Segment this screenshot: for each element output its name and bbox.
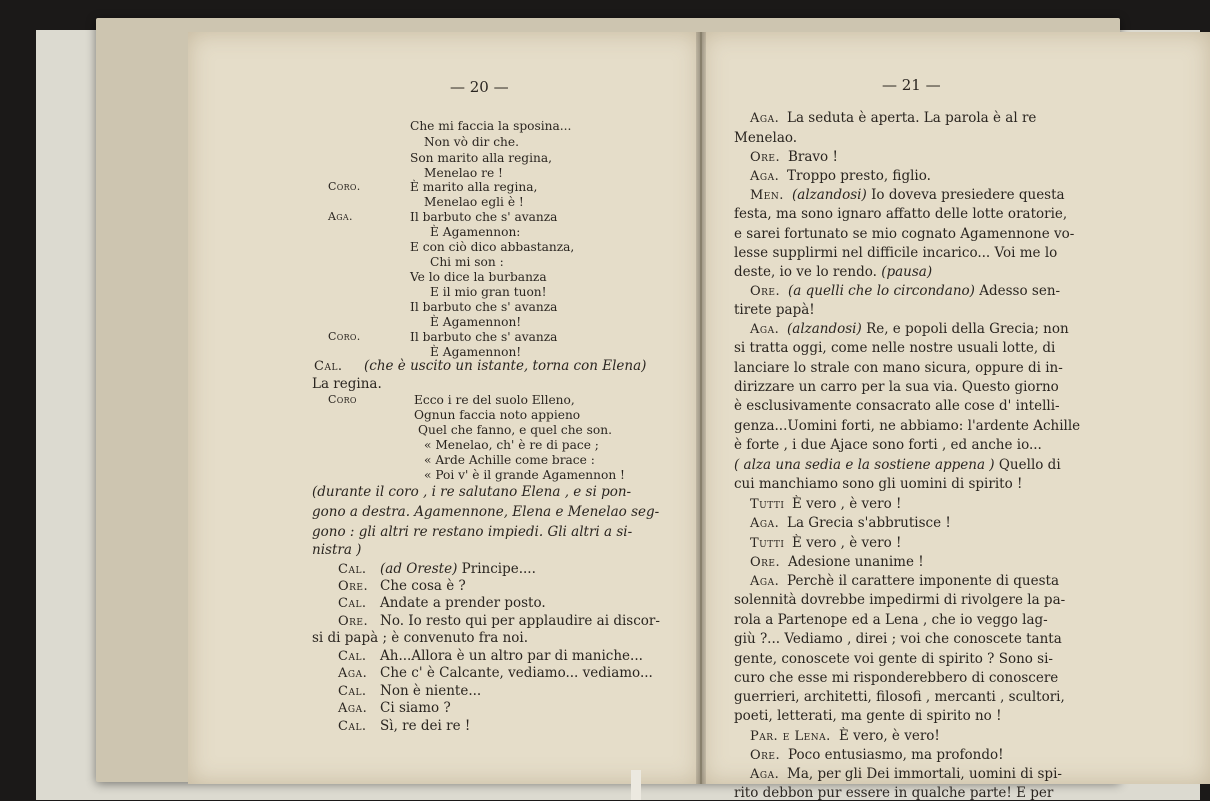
text-line: È vero , è vero ! xyxy=(792,535,902,551)
text-line: Son marito alla regina, xyxy=(410,151,552,165)
speaker-label: Ore. xyxy=(750,555,781,570)
speaker-label: Aga. xyxy=(338,666,368,681)
text-line: Ognun faccia noto appieno xyxy=(414,408,581,422)
text-line: guerrieri, architetti, filosofi , mercanti , scultori, xyxy=(734,689,1065,705)
speaker-label: Men. xyxy=(750,188,784,203)
text-line: È marito alla regina, xyxy=(410,180,538,194)
speaker-label: Par. e Lena. xyxy=(750,729,831,744)
speaker-label: Aga. xyxy=(750,767,780,782)
text-line: Chi mi son : xyxy=(430,255,504,269)
text-line: (che è uscito un istante, torna con Elena) xyxy=(364,358,647,374)
bookmark-ribbon xyxy=(631,770,641,800)
stage-direction: ( alza una sedia e la sostiene appena ) xyxy=(734,457,995,473)
text-line: gente, conoscete voi gente di spirito ? Sono si- xyxy=(734,651,1053,667)
text-line: rola a Partenope ed a Lena , che io veggo lag- xyxy=(734,612,1048,628)
speaker-label: Aga. xyxy=(750,169,780,184)
speaker-label: Coro xyxy=(328,393,357,406)
text-line: lesse supplirmi nel difficile incarico... Voi me lo xyxy=(734,245,1058,261)
text-line: Il barbuto che s' avanza xyxy=(410,330,558,344)
text-line: dirizzare un carro per la sua via. Questo giorno xyxy=(734,379,1059,395)
book-spread xyxy=(96,18,1120,801)
speaker-label: Tutti xyxy=(750,536,785,551)
text-line: La Grecia s'abbrutisce ! xyxy=(787,515,951,531)
text-line: Bravo ! xyxy=(788,149,838,165)
text-line: Ci siamo ? xyxy=(380,700,451,716)
text-line: La seduta è aperta. La parola è al re xyxy=(787,110,1037,126)
text-line: (durante il coro , i re salutano Elena , e si pon- xyxy=(312,484,632,500)
text-line: « Arde Achille come brace : xyxy=(424,453,595,467)
text-line: Che cosa è ? xyxy=(380,578,466,594)
text-line: Il barbuto che s' avanza xyxy=(410,210,558,224)
speaker-label: Tutti xyxy=(750,497,785,512)
speaker-label: Cal. xyxy=(338,562,367,577)
text-line: Il barbuto che s' avanza xyxy=(410,300,558,314)
page-number: — 20 — xyxy=(450,78,509,96)
text-line: Sì, re dei re ! xyxy=(380,718,471,734)
text-line: È Agamennon! xyxy=(430,315,522,329)
text-line: No. Io resto qui per applaudire ai discor- xyxy=(380,613,660,629)
text-line: (ad Oreste) Principe.... xyxy=(380,561,536,577)
speaker-label: Ore. xyxy=(750,284,781,299)
text-line: è esclusivamente consacrato alle cose d' intelli- xyxy=(734,398,1060,414)
speaker-label: Coro. xyxy=(328,330,361,343)
stage-direction: (a quelli che lo circondano) xyxy=(788,283,975,299)
text-line: (alzandosi) Re, e popoli della Grecia; non xyxy=(787,321,1069,337)
text-line: cui manchiamo sono gli uomini di spirito ! xyxy=(734,476,1023,492)
text-line: Troppo presto, figlio. xyxy=(787,168,931,184)
text-line: La regina. xyxy=(312,376,382,392)
stage-direction: (alzandosi) xyxy=(787,321,862,337)
text-line: curo che esse mi risponderebbero di conoscere xyxy=(734,670,1059,686)
book-gutter xyxy=(696,32,706,784)
stage-direction: (pausa) xyxy=(881,264,933,280)
text-line: Poco entusiasmo, ma profondo! xyxy=(788,747,1004,763)
text-line: E il mio gran tuon! xyxy=(430,285,547,299)
text-line: tirete papà! xyxy=(734,302,815,318)
speaker-label: Aga. xyxy=(750,322,780,337)
speaker-label: Cal. xyxy=(338,719,367,734)
text-line: Non vò dir che. xyxy=(424,135,519,149)
speaker-label: Aga. xyxy=(328,210,353,223)
speaker-label: Ore. xyxy=(750,150,781,165)
text-line: Andate a prender posto. xyxy=(380,595,546,611)
right-page xyxy=(702,32,1210,801)
page-number: — 21 — xyxy=(882,76,941,94)
text-line: poeti, letterati, ma gente di spirito no ! xyxy=(734,708,1002,724)
text-line: E con ciò dico abbastanza, xyxy=(410,240,575,254)
text-line: Menelao egli è ! xyxy=(424,195,524,209)
text-line: gono : gli altri re restano impiedi. Gli altri a si- xyxy=(312,524,633,540)
text-line: È Agamennon: xyxy=(430,225,521,239)
text-line: nistra ) xyxy=(312,542,362,558)
text-line: È vero , è vero ! xyxy=(792,496,902,512)
speaker-label: Ore. xyxy=(338,579,369,594)
text-line: Ah...Allora è un altro par di maniche... xyxy=(380,648,643,664)
speaker-label: Cal. xyxy=(338,649,367,664)
text-line: « Poi v' è il grande Agamennon ! xyxy=(424,468,625,482)
text-line: genza...Uomini forti, ne abbiamo: l'ardente Achille xyxy=(734,418,1081,434)
text-line: gono a destra. Agamennone, Elena e Menelao seg- xyxy=(312,504,660,520)
text-line: lanciare lo strale con mano sicura, oppure di in- xyxy=(734,360,1063,376)
text-line: rito debbon pur essere in qualche parte! E per xyxy=(734,785,1054,801)
text-line: è forte , i due Ajace sono forti , ed anche io... xyxy=(734,437,1042,453)
text-line: si tratta oggi, come nelle nostre usuali lotte, di xyxy=(734,340,1056,356)
text-line: (alzandosi) Io doveva presiedere questa xyxy=(792,187,1065,203)
text-line: « Menelao, ch' è re di pace ; xyxy=(424,438,599,452)
text-line: Menelao re ! xyxy=(424,166,503,180)
text-line: (a quelli che lo circondano) Adesso sen- xyxy=(788,283,1061,299)
text-line: Perchè il carattere imponente di questa xyxy=(787,573,1060,589)
speaker-label: Coro. xyxy=(328,180,361,193)
text-line: festa, ma sono ignaro affatto delle lotte oratorie, xyxy=(734,206,1068,222)
text-line: e sarei fortunato se mio cognato Agamennone vo- xyxy=(734,226,1075,242)
speaker-label: Ore. xyxy=(338,614,369,629)
text-line: Ve lo dice la burbanza xyxy=(410,270,547,284)
text-line: Non è niente... xyxy=(380,683,482,699)
text-line: Adesione unanime ! xyxy=(788,554,924,570)
text-line: È vero, è vero! xyxy=(839,728,940,744)
speaker-label: Ore. xyxy=(750,748,781,763)
speaker-label: Cal. xyxy=(338,684,367,699)
text-line: deste, io ve lo rendo. (pausa) xyxy=(734,264,933,280)
text-line: Che c' è Calcante, vediamo... vediamo... xyxy=(380,665,653,681)
speaker-label: Aga. xyxy=(750,111,780,126)
stage-direction: (ad Oreste) xyxy=(380,561,458,577)
text-line: Menelao. xyxy=(734,130,798,146)
text-line: giù ?... Vediamo , direi ; voi che conoscete tanta xyxy=(734,631,1062,647)
stage-direction: (alzandosi) xyxy=(792,187,867,203)
text-line: È Agamennon! xyxy=(430,345,522,359)
speaker-label: Aga. xyxy=(338,701,368,716)
text-line: Ma, per gli Dei immortali, uomini di spi- xyxy=(787,766,1062,782)
text-line: ( alza una sedia e la sostiene appena ) Quello di xyxy=(734,457,1061,473)
speaker-label: Aga. xyxy=(750,574,780,589)
speaker-label: Cal. xyxy=(314,359,343,374)
text-line: Che mi faccia la sposina... xyxy=(410,119,572,133)
text-line: si di papà ; è convenuto fra noi. xyxy=(312,630,529,646)
text-line: Ecco i re del suolo Elleno, xyxy=(414,393,575,407)
text-line: solennità dovrebbe impedirmi di rivolgere la pa- xyxy=(734,592,1066,608)
speaker-label: Aga. xyxy=(750,516,780,531)
speaker-label: Cal. xyxy=(338,596,367,611)
left-page xyxy=(188,32,702,784)
text-line: Quel che fanno, e quel che son. xyxy=(418,423,612,437)
